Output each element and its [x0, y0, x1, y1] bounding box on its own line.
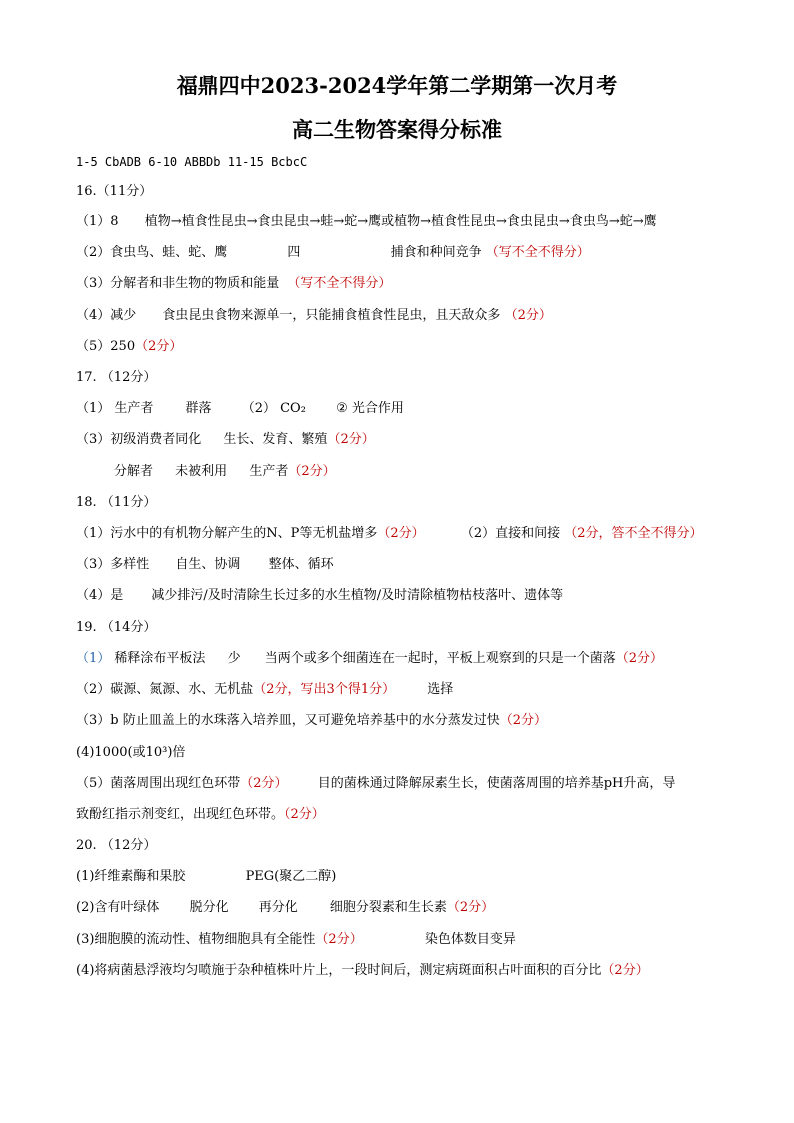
q19-l2-note: （2分，写出3个得1分） — [253, 682, 396, 697]
q20-l2-a: (2)含有叶绿体 — [76, 900, 160, 915]
q20-l2-d: 细胞分裂素和生长素 — [329, 900, 447, 915]
q19-line6 — [76, 807, 325, 823]
q18-l1-note2: （2分，答不全不得分） — [564, 526, 703, 541]
q16-l2-note: （写不全不得分） — [485, 245, 590, 260]
q18-line3 — [76, 588, 563, 604]
q19-l6-a: 致酚红指示剂变红，出现红色环带。 — [76, 807, 285, 822]
q19-line1 — [76, 651, 663, 667]
q17-l3-a: 分解者 — [114, 464, 154, 479]
q20-l4-note: （2分） — [601, 963, 649, 978]
q17-line1 — [76, 401, 404, 417]
q16-l5-text: （5）250 — [76, 339, 136, 354]
q19-l3-note: （2分） — [499, 713, 548, 728]
q20-l3-b: 染色体数目变异 — [424, 932, 516, 947]
q20-l2-note: （2分） — [446, 900, 495, 915]
q19-l1-note: （2分） — [615, 651, 664, 666]
q20-l1-b: PEG(聚乙二醇) — [245, 869, 337, 884]
q17-line3 — [114, 464, 336, 480]
q19-l2-a: （2）碳源、氮源、水、无机盐 — [76, 682, 254, 697]
q20-l3-note: （2分） — [315, 932, 363, 947]
q19-line2 — [76, 682, 453, 698]
q20-l2-c: 再分化 — [258, 900, 298, 915]
q19-l1-c: 当两个或多个细菌连在一起时，平板上观察到的只是一个菌落 — [264, 651, 616, 666]
q18-l1-note: （2分） — [377, 526, 425, 541]
q16-l5-note: （2分） — [135, 339, 183, 354]
q17-l3-c: 生产者 — [249, 464, 289, 479]
q16-l1-num: （1）8 — [76, 214, 119, 229]
q17-heading: 17. （12分） — [76, 370, 157, 385]
q16-line4 — [76, 308, 552, 324]
q19-line4: (4)1000(或10³)倍 — [76, 745, 186, 760]
q18-l2-c: 整体、循环 — [268, 557, 334, 572]
exam-subtitle: 高二生物答案得分标准 — [292, 117, 502, 142]
q18-l1-b: （2）直接和间接 — [460, 526, 561, 541]
q16-l4-b: 食虫昆虫食物来源单一，只能捕食植食性昆虫，且天敌众多 — [162, 308, 501, 323]
q16-l4-a: （4）减少 — [76, 308, 137, 323]
exam-title: 福鼎四中2023-2024学年第二学期第一次月考 — [176, 73, 618, 98]
q20-line2 — [76, 900, 494, 916]
q19-l6-note: （2分） — [284, 807, 325, 822]
q18-l2-a: （3）多样性 — [76, 557, 150, 572]
q18-heading: 18. （11分） — [76, 495, 157, 510]
q18-l2-b: 自生、协调 — [175, 557, 241, 572]
q17-l2-a: （3）初级消费者同化 — [76, 432, 202, 447]
q19-l1-b: 少 — [227, 651, 241, 666]
q19-l5-note: （2分） — [240, 776, 288, 791]
q16-l3-note: （写不全不得分） — [287, 276, 392, 291]
q18-l3-b: 减少排污/及时清除生长过多的水生植物/及时清除植物枯枝落叶、遗体等 — [151, 588, 564, 603]
q16-l2-b: 四 — [287, 245, 301, 260]
q16-line5 — [76, 339, 182, 355]
q20-l4-a: (4)将病菌悬浮液均匀喷施于杂种植株叶片上，一段时间后，测定病斑面积占叶面积的百分比 — [76, 963, 602, 978]
q20-l3-a: (3)细胞膜的流动性、植物细胞具有全能性 — [76, 932, 316, 947]
q19-l5-a: （5）菌落周围出现红色环带 — [76, 776, 241, 791]
q16-l1-text: 植物→植食性昆虫→食虫昆虫→蛙→蛇→鹰或植物→植食性昆虫→食虫昆虫→食虫鸟→蛇→鹰 — [144, 214, 657, 229]
q17-l2-note: （2分） — [327, 432, 375, 447]
q16-line1 — [76, 214, 657, 230]
q19-line3 — [76, 713, 547, 729]
q17-l3-b: 未被利用 — [175, 464, 228, 479]
q18-line1 — [76, 526, 703, 542]
q19-l1-a: 稀释涂布平板法 — [114, 651, 206, 666]
q19-l3-a: （3）b 防止皿盖上的水珠落入培养皿，又可避免培养基中的水分蒸发过快 — [76, 713, 500, 728]
q19-l5-b: 目的菌株通过降解尿素生长，使菌落周围的培养基pH升高，导 — [317, 776, 676, 791]
q17-line2 — [76, 432, 375, 448]
q17-l1-c: （2） CO₂ — [241, 401, 306, 416]
q19-l1-num: （1） — [76, 651, 111, 666]
q17-l1-a: （1） 生产者 — [76, 401, 154, 416]
choice-answers: 1-5 CbADB 6-10 ABBDb 11-15 BcbcC — [76, 155, 308, 169]
q16-l3-text: （3）分解者和非生物的物质和能量 — [76, 276, 280, 291]
q20-line3 — [76, 932, 516, 948]
q16-line3 — [76, 276, 391, 292]
q20-heading: 20. （12分） — [76, 838, 157, 853]
q18-line2 — [76, 557, 334, 573]
q20-l2-b: 脱分化 — [189, 900, 229, 915]
q16-l4-note: （2分） — [504, 308, 552, 323]
q18-l1-a: （1）污水中的有机物分解产生的N、P等无机盐增多 — [76, 526, 378, 541]
q20-l1-a: (1)纤维素酶和果胶 — [76, 869, 186, 884]
q16-l2-c: 捕食和种间竞争 — [390, 245, 482, 260]
q18-l3-a: （4）是 — [76, 588, 124, 603]
q17-l3-note: （2分） — [288, 464, 336, 479]
q19-line5 — [76, 776, 675, 792]
q17-l1-b: 群落 — [185, 401, 212, 416]
q16-l2-a: （2）食虫鸟、蛙、蛇、鹰 — [76, 245, 228, 260]
q19-heading: 19. （14分） — [76, 620, 157, 635]
q20-line1 — [76, 869, 336, 885]
q16-line2 — [76, 245, 590, 261]
q19-l2-b: 选择 — [427, 682, 454, 697]
q20-line4 — [76, 963, 649, 979]
q17-l2-b: 生长、发育、繁殖 — [223, 432, 328, 447]
q16-heading: 16.（11分） — [76, 184, 153, 199]
q17-l1-d: ② 光合作用 — [336, 401, 404, 416]
